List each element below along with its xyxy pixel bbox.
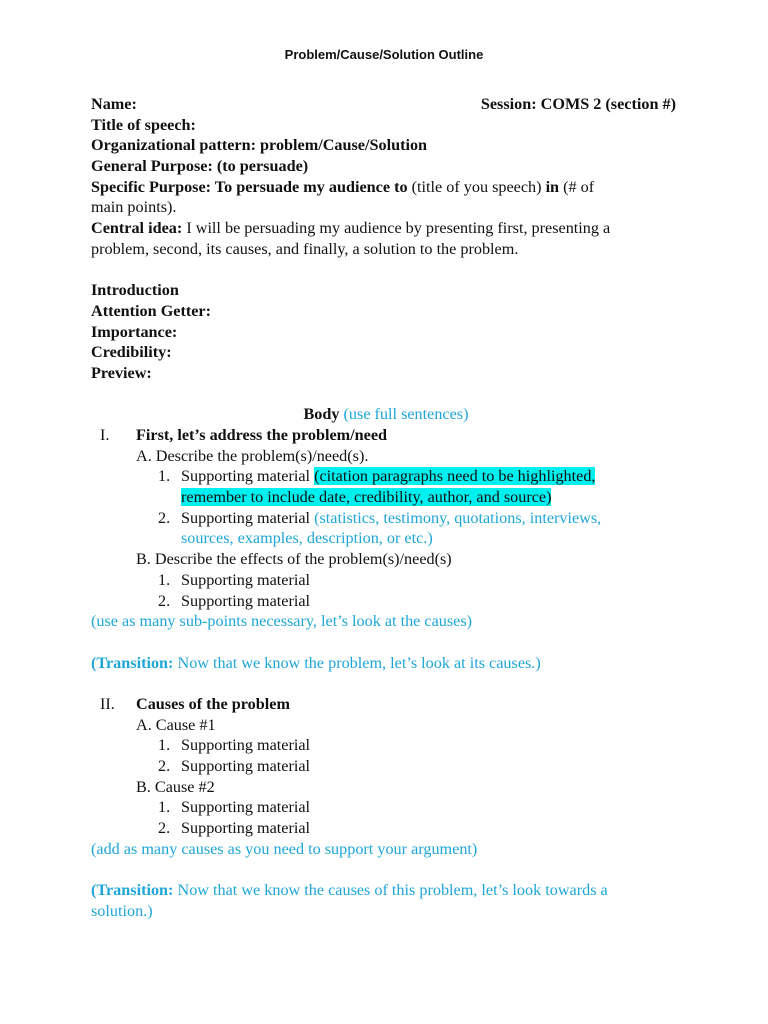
section-2-a1: 1. Supporting material [158, 736, 311, 755]
section-2-numeral: II. [100, 694, 115, 713]
central-idea-label: Central idea: [91, 219, 183, 238]
section-2-a: A. Cause #1 [136, 715, 216, 734]
section-1-a1: 1. Supporting material (citation paragraphs need to be highlighted, [158, 467, 596, 486]
session-label: Session: COMS 2 (section #) [480, 95, 676, 113]
section-2-b1: 1. Supporting material [158, 798, 311, 817]
section-2-heading: Causes of the problem [136, 694, 290, 713]
preview-label: Preview: [91, 363, 152, 382]
body-note: (use full sentences) [339, 405, 469, 424]
citation-highlight: (citation paragraphs need to be highlighted, [314, 467, 596, 486]
section-1-a2: 2. Supporting material (statistics, testimony, quotations, interviews, [158, 508, 602, 527]
section-1-b2: 2. Supporting material [158, 591, 311, 610]
attention-getter-label: Attention Getter: [91, 301, 212, 320]
section-1-numeral: I. [100, 426, 110, 444]
importance-label: Importance: [91, 322, 178, 341]
outline-content: Name: Session: COMS 2 (section #) Title of speech: Organizational pattern: problem/Cause/Solution General Purpose: (to persuade) Specific Purpose: To persuade my audience to (title of you speech) in (# of main points). Central idea: I will be persuading my audience by presenting first, presenting a problem, second, its causes, and finally, a solution to the problem. Introduction Attention Getter: Importance: Credibility: Preview: Body (use full sentences) I. First, let’s address the problem/need A. Describe the problem(s)/need(s). 1. Supporting material (citation paragraphs need to be highlighted, remember to include date, credibility, author, and source) 2. Supporting material (statistics, testimony, quotations, interviews, sources, examples, description, or etc.) B. Describe the effects of the problem(s)/need(s) 1. Supporting material 2. Supporting material (use as many sub-points necessary, let’s look at the causes) (Transition: Now that we know the problem, let’s look at its causes.) II. Causes of the problem A. Cause #1 1. Supporting material 2. Supporting material B. Cause #2 1. Supporting material 2. Supporting material (add as many causes as you need to support your argument) (Transition: Now that we know the causes of this problem, let’s look towards a solution.) [91, 94, 681, 922]
section-2-a2: 2. Supporting material [158, 757, 311, 775]
name-line [91, 94, 681, 115]
section-1-note: (use as many sub-points necessary, let’s look at the causes) [91, 612, 473, 631]
org-pattern-label: Organizational pattern: problem/Cause/Solution [91, 136, 428, 155]
central-idea-cont: problem, second, its causes, and finally, a solution to the problem. [91, 239, 519, 258]
credibility-label: Credibility: [91, 343, 172, 362]
section-2-b2: 2. Supporting material [158, 819, 311, 838]
transition-1: (Transition: Now that we know the problem, let’s look at its causes.) [91, 653, 541, 672]
transition-2-cont: solution.) [91, 901, 153, 920]
section-1-b: B. Describe the effects of the problem(s)/need(s) [136, 550, 452, 569]
body-heading: Body [303, 405, 340, 424]
title-of-speech-label: Title of speech: [91, 115, 196, 134]
document-title: Problem/Cause/Solution Outline [284, 47, 484, 62]
transition-2: (Transition: Now that we know the causes of this problem, let’s look towards a [91, 881, 608, 900]
general-purpose-label: General Purpose: (to persuade) [91, 157, 309, 176]
section-1-b1: 1. Supporting material [158, 570, 311, 589]
specific-purpose-label: Specific Purpose: To persuade my audience to [91, 177, 408, 196]
section-1-heading: First, let’s address the problem/need [136, 426, 388, 444]
section-2-note: (add as many causes as you need to support your argument) [91, 839, 478, 858]
specific-purpose-cont: main points). [91, 198, 177, 217]
name-label: Name: [91, 95, 137, 113]
section-1-a: A. Describe the problem(s)/need(s). [136, 446, 369, 465]
section-2-heading-line [91, 694, 681, 715]
specific-purpose-line: Specific Purpose: To persuade my audience to (title of you speech) in (# of [91, 177, 595, 196]
section-2-b: B. Cause #2 [136, 777, 215, 796]
section-1-heading-line [91, 425, 681, 446]
citation-highlight-cont: remember to include date, credibility, author, and source) [181, 488, 552, 507]
central-idea-line: Central idea: I will be persuading my audience by presenting first, presenting a [91, 219, 611, 238]
introduction-heading: Introduction [91, 281, 179, 300]
body-heading-line [91, 404, 681, 425]
